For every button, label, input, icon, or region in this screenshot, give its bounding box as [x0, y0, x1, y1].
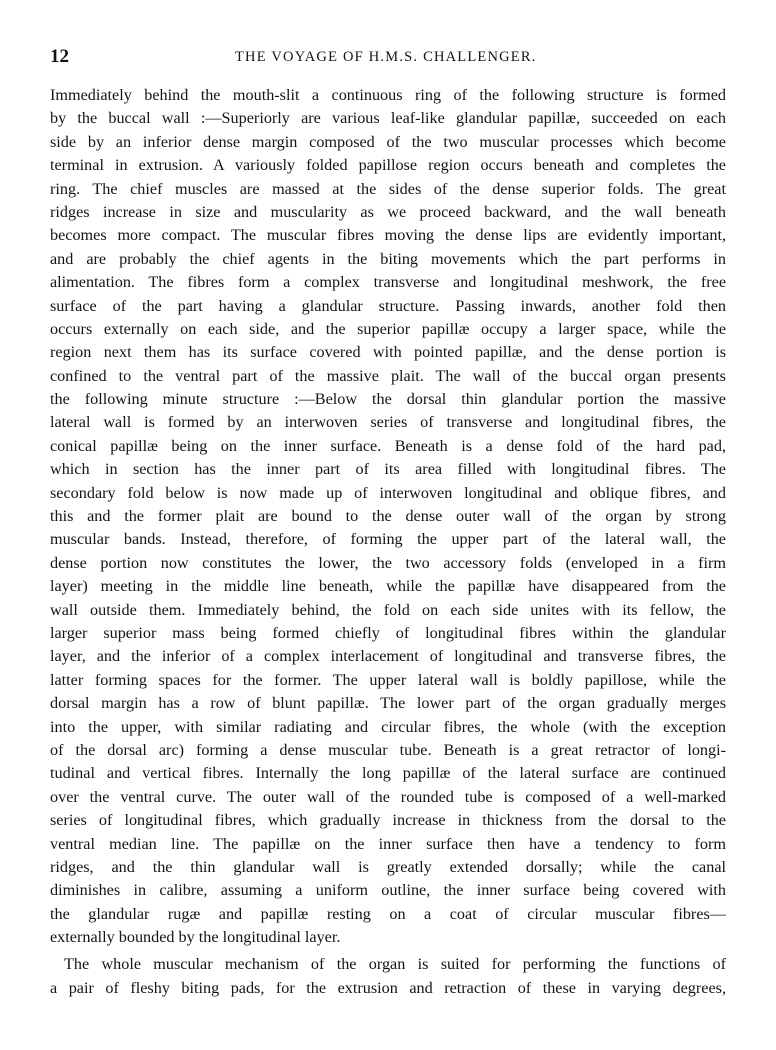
- text-line: and are probably the chief agents in the biting movements which the part performs in: [50, 249, 726, 268]
- text-line: latter forming spaces for the former. The upper lateral wall is boldly papillose, while the: [50, 670, 726, 689]
- text-line: diminishes in calibre, assuming a uniform outline, the inner surface being covered with: [50, 881, 726, 900]
- text-line: of the dorsal arc) forming a dense muscular tube. Beneath is a great retractor of longi-: [50, 740, 726, 759]
- running-title: THE VOYAGE OF H.M.S. CHALLENGER.: [235, 49, 537, 65]
- text-line: a pair of fleshy biting pads, for the extrusion and retraction of these in varying degrees,: [50, 978, 726, 997]
- text-line: ridges, and the thin glandular wall is greatly extended dorsally; while the canal: [50, 857, 726, 876]
- text-line: into the upper, with similar radiating and circular fibres, the whole (with the exception: [50, 717, 726, 736]
- text-line: alimentation. The fibres form a complex transverse and longitudinal meshwork, the free: [50, 273, 726, 292]
- page-number: 12: [50, 46, 69, 67]
- text-line: layer) meeting in the middle line beneath, while the papillæ have disappeared from the: [50, 577, 726, 596]
- text-line: tudinal and vertical fibres. Internally the long papillæ of the lateral surface are continued: [50, 764, 726, 783]
- text-line: the following minute structure :—Below the dorsal thin glandular portion the massive: [50, 390, 726, 409]
- text-line: which in section has the inner part of its area filled with longitudinal fibres. The: [50, 460, 726, 479]
- text-line: secondary fold below is now made up of interwoven longitudinal and oblique fibres, and: [50, 483, 726, 502]
- text-line: series of longitudinal fibres, which gradually increase in thickness from the dorsal to the: [50, 811, 726, 830]
- text-line: conical papillæ being on the inner surface. Beneath is a dense fold of the hard pad,: [50, 436, 726, 455]
- page-header: [50, 46, 730, 70]
- text-line: over the ventral curve. The outer wall of the rounded tube is composed of a well-marked: [50, 787, 726, 806]
- body-text: [50, 84, 726, 1000]
- text-line: terminal in extrusion. A variously folded papillose region occurs beneath and completes the: [50, 156, 726, 175]
- text-line: this and the former plait are bound to the dense outer wall of the organ by strong: [50, 507, 726, 526]
- text-line: ring. The chief muscles are massed at the sides of the dense superior folds. The great: [50, 179, 726, 198]
- text-line: the glandular rugæ and papillæ resting on a coat of circular muscular fibres—: [50, 904, 726, 923]
- text-line: The whole muscular mechanism of the organ is suited for performing the functions of: [64, 955, 726, 974]
- text-line: confined to the ventral part of the massive plait. The wall of the buccal organ presents: [50, 366, 726, 385]
- text-line: Immediately behind the mouth-slit a continuous ring of the following structure is formed: [50, 86, 726, 104]
- text-line: region next them has its surface covered with pointed papillæ, and the dense portion is: [50, 343, 726, 362]
- text-line: by the buccal wall :—Superiorly are various leaf-like glandular papillæ, succeeded on each: [50, 109, 726, 128]
- text-line: muscular bands. Instead, therefore, of forming the upper part of the lateral wall, the: [50, 530, 726, 549]
- text-line: ventral median line. The papillæ on the inner surface then have a tendency to form: [50, 834, 726, 853]
- text-line: layer, and the inferior of a complex interlacement of longitudinal and transverse fibres, the: [50, 647, 726, 666]
- text-line: wall outside them. Immediately behind, the fold on each side unites with its fellow, the: [50, 600, 726, 619]
- text-line: dense portion now constitutes the lower, the two accessory folds (enveloped in a firm: [50, 553, 726, 572]
- paragraph: [50, 84, 726, 949]
- text-line: occurs externally on each side, and the superior papillæ occupy a larger space, while the: [50, 319, 726, 338]
- paragraph: [50, 953, 726, 1000]
- text-line: externally bounded by the longitudinal layer.: [50, 928, 341, 947]
- text-line: larger superior mass being formed chiefly of longitudinal fibres within the glandular: [50, 623, 726, 642]
- text-line: surface of the part having a glandular structure. Passing inwards, another fold then: [50, 296, 726, 315]
- text-line: dorsal margin has a row of blunt papillæ. The lower part of the organ gradually merges: [50, 694, 726, 713]
- text-line: ridges increase in size and muscularity as we proceed backward, and the wall beneath: [50, 202, 726, 221]
- text-line: side by an inferior dense margin composed of the two muscular processes which become: [50, 132, 726, 151]
- text-line: lateral wall is formed by an interwoven series of transverse and longitudinal fibres, the: [50, 413, 726, 432]
- text-line: becomes more compact. The muscular fibres moving the dense lips are evidently important,: [50, 226, 726, 245]
